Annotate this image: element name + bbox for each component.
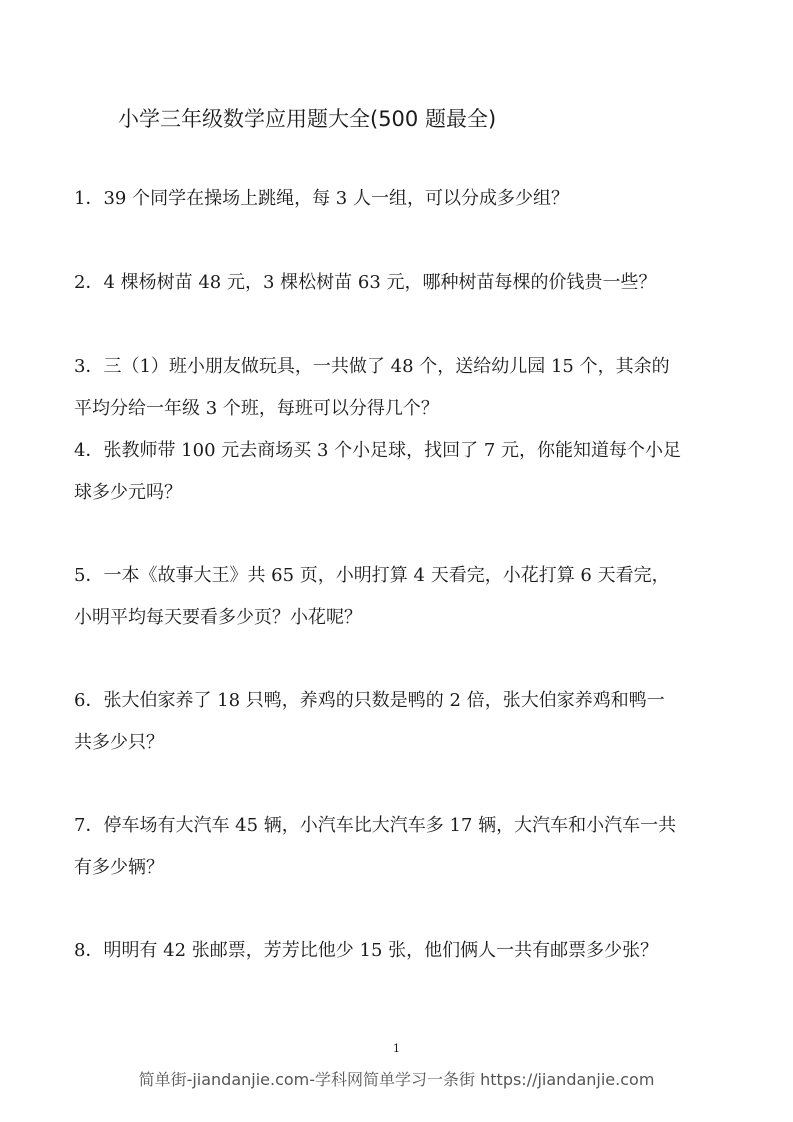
- problem-5-line-1: 5．一本《故事大王》共 65 页，小明打算 4 天看完，小花打算 6 天看完，: [74, 565, 670, 586]
- problem-4-line-2: 球多少元吗？: [74, 482, 182, 503]
- problem-7-line-1: 7．停车场有大汽车 45 辆，小汽车比大汽车多 17 辆，大汽车和小汽车一共: [74, 815, 677, 836]
- problem-6-line-1: 6．张大伯家养了 18 只鸭，养鸡的只数是鸭的 2 倍，张大伯家养鸡和鸭一: [74, 690, 665, 711]
- problem-7-line-2: 有多少辆？: [74, 857, 164, 878]
- problem-1-line-1: 1．39 个同学在操场上跳绳，每 3 人一组，可以分成多少组？: [74, 188, 569, 209]
- document-title: 小学三年级数学应用题大全(500 题最全): [118, 107, 497, 131]
- problem-3-line-1: 3．三（1）班小朋友做玩具，一共做了 48 个，送给幼儿园 15 个，其余的: [74, 356, 670, 377]
- problem-4-line-1: 4．张教师带 100 元去商场买 3 个小足球，找回了 7 元，你能知道每个小足: [74, 440, 682, 461]
- problem-8-line-1: 8．明明有 42 张邮票，芳芳比他少 15 张，他们俩人一共有邮票多少张？: [74, 940, 659, 961]
- problem-3-line-2: 平均分给一年级 3 个班，每班可以分得几个？: [74, 398, 439, 419]
- problem-6-line-2: 共多少只？: [74, 732, 164, 753]
- page-number: 1: [393, 1042, 400, 1055]
- problem-2-line-1: 2．4 棵杨树苗 48 元，3 棵松树苗 63 元，哪种树苗每棵的价钱贵一些？: [74, 272, 657, 293]
- footer-watermark: 简单街-jiandanjie.com-学科网简单学习一条街 https://jiandanjie.com: [138, 1070, 655, 1089]
- problem-5-line-2: 小明平均每天要看多少页？小花呢？: [74, 607, 362, 628]
